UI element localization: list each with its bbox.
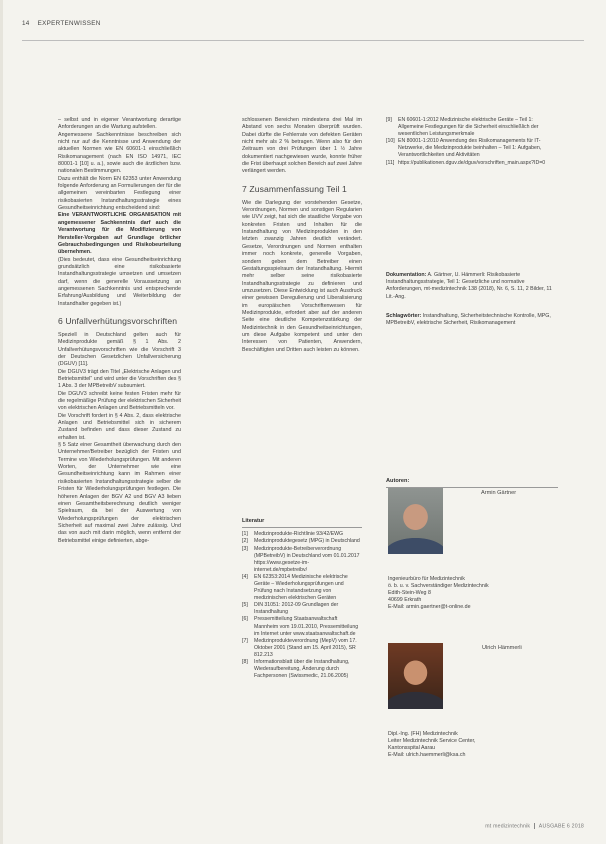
paragraph: Dazu enthält die Norm EN 62353 unter Anwendung folgende Anforderung an Formulierungen der für die allgemeinen vereinbarten Festlegung einer risikobasierten Instandhaltungsstrategie eines Gesundheitseinrichtung entscheidend sind: bbox=[58, 175, 181, 212]
column-1 bbox=[58, 117, 181, 545]
author-name: Armin Gärtner bbox=[481, 490, 517, 496]
reference-item bbox=[242, 602, 362, 616]
references-block bbox=[242, 518, 362, 680]
header-rule bbox=[22, 40, 584, 41]
reference-item bbox=[242, 638, 362, 659]
reference-number: [2] bbox=[242, 538, 248, 545]
page-header bbox=[22, 20, 584, 32]
page-number: 14 bbox=[22, 20, 30, 27]
reference-text: EN 80001-1:2010 Anwendung des Risikomanagements für IT-Netzwerke, die Medizinprodukte beinhalten – Teil 1: Aufgaben, Verantwortlichkeiten und Aktivitäten bbox=[398, 138, 542, 159]
keywords-text: Instandhaltung, Sicherheitstechnische Kontrolle, MPG, MPBetreibV, elektrische Sicherheit, Risikomanagement bbox=[386, 313, 551, 327]
reference-number: [1] bbox=[242, 531, 248, 538]
reference-text: Medizinprodukte-Betreiberverordnung (MPBetreibV) in Deutschland vom 01.01.2017 https://www.gesetze-im-internet.de/mpbetreibv/ bbox=[254, 545, 360, 573]
reference-number: [7] bbox=[242, 637, 248, 644]
reference-number: [9] bbox=[386, 117, 392, 123]
reference-item bbox=[386, 160, 558, 167]
paragraph: Wie die Darlegung der vorstehenden Gesetze, Verordnungen, Normen und sonstigen Regularien wie UVV zeigt, hat sich die staatliche Vorgabe von konkreten Fristen und Inhalten für die Instandhaltung von Medizinprodukten in den letzten zwanzig Jahren deutlich verändert. Gesetze, Verordnungen und Normen enthalten immer noch konkrete, generelle Vorgaben, sondern geben dem Betreiber einen Gestaltungsspielraum der Instandhaltung. Hiermit mehr selber seine risikobasierte Instandhaltungsstrategie zu definieren und umzusetzen. Diese Entwicklung ist auch Ausdruck einer gewissen Deregulierung und Liberalisierung im europäischen Vorschriftenwesen für Medizinprodukte, erfordert aber auf der anderen Seite eine deutliche Kompetenzstärkung der Medizintechnik in den Gesundheitseinrichtungen, um diese Aufgabe kompetent und unter den Interessen von Patienten, Anwendern, Beschäftigten und Dritten auch leisten zu können. bbox=[242, 199, 362, 353]
keywords-label: Schlagwörter: bbox=[386, 313, 422, 319]
emphasis-paragraph: Eine VERANTWORTLICHE ORGANISATION mit angemessener Sachkenntnis darf auch die Verantwortung für die Modifizierung von Hersteller-Vorgaben auf Grundlage örtlicher Gebrauchsbedingungen und Risikobeurteilung übernehmen. bbox=[58, 212, 181, 256]
reference-item bbox=[242, 574, 362, 602]
reference-item bbox=[242, 616, 362, 637]
references-heading: Literatur bbox=[242, 518, 265, 524]
reference-item bbox=[242, 546, 362, 574]
column-2 bbox=[242, 117, 362, 354]
section-heading-7: 7 Zusammenfassung Teil 1 bbox=[242, 183, 347, 194]
documentation-box bbox=[386, 272, 558, 301]
author-name: Ulrich Hämmerli bbox=[482, 645, 522, 651]
paragraph: schlossenen Bereichen mindestens drei Mal im Abstand von sechs Monaten überprüft wurden. Dabei dürfte die Fehlerrate von defekten Geräten nicht mehr als 2 % betragen. Wenn also für den Zeitraum von drei Prüfungen über 1 ½ Jahre dokumentiert nachgewiesen wurde, konnte früher die Frist überhaupt solchen Bereich auf zwei Jahre verlängert werden. bbox=[242, 117, 363, 175]
author-info-gaertner bbox=[388, 576, 560, 611]
info-line: E-Mail: ulrich.haemmerli@ksa.ch bbox=[388, 752, 466, 759]
reference-text: Pressemitteilung Staatsanwaltschaft Mannheim vom 19.01.2010, Pressemitteilung im Internet unter www.staatsanwaltschaft.de bbox=[254, 616, 359, 637]
reference-list-continued bbox=[386, 117, 558, 167]
page-edge bbox=[0, 0, 3, 844]
reference-text: Medizinproduktegesetz (MPG) in Deutschland bbox=[254, 538, 360, 545]
info-line: Kantonsspital Aarau bbox=[388, 745, 436, 752]
documentation-label: Dokumentation: bbox=[386, 272, 427, 278]
reference-text: EN 60601-1:2012 Medizinische elektrische Geräte – Teil 1: Allgemeine Festlegungen für die Sicherheit einschließlich der wesentlichen Leistungsmerkmale bbox=[398, 117, 539, 138]
paragraph: – selbst und in eigener Verantwortung derartige Anforderungen an die Wartung aufstellen. bbox=[58, 117, 181, 131]
reference-number: [10] bbox=[386, 138, 395, 145]
reference-text: Informationsblatt über die Instandhaltung, Wiederaufbereitung, Änderung durch Fachpersonen (Swissmedic, 21.06.2005) bbox=[254, 659, 350, 680]
reference-text: Medizinprodukte-Richtlinie 93/42/EWG bbox=[254, 531, 344, 538]
paragraph: Angemessene Sachkenntnisse beschreiben sich nicht nur auf die Kenntnisse und Anwendung der aktuellen Normen wie EN 60601-1 einschließlich Risikomanagement (nach EN ISO 14971, IEC 80001-1 [10] u. a.), sowie auch die ärztlichen bzw. nationalen Bestimmungen. bbox=[58, 131, 181, 175]
reference-text: https://publikationen.dguv.de/dguv/vorschriften_main.aspx?ID=0 bbox=[398, 159, 546, 166]
issue-label: AUSGABE 6 2018 bbox=[538, 823, 584, 830]
reference-number: [3] bbox=[242, 545, 248, 552]
keywords-box bbox=[386, 313, 558, 327]
info-line: Dipl.-Ing. (FH) Medizintechnik bbox=[388, 731, 458, 737]
reference-item bbox=[242, 531, 362, 538]
authors-heading: Autoren: bbox=[386, 478, 410, 484]
reference-item bbox=[242, 538, 362, 545]
paragraph: Speziell in Deutschland gelten auch für Medizinprodukte gemäß § 1 Abs. 2 Unfallverhütungsvorschriften wie die Vorschrift 3 der Deutschen Gesetzlichen Unfallversicherung (DGUV) [11]. bbox=[58, 331, 181, 368]
reference-item bbox=[386, 117, 558, 138]
info-line: E-Mail: armin.gaertner@t-online.de bbox=[388, 604, 471, 611]
reference-text: DIN 31051: 2012-09 Grundlagen der Instandhaltung bbox=[254, 602, 339, 616]
reference-number: [6] bbox=[242, 616, 248, 623]
journal-name: mt medizintechnik bbox=[485, 823, 531, 830]
reference-text: Medizinprodukteverordnung (MepV) vom 17. Oktober 2001 (Stand am 15. April 2015), SR 812.213 bbox=[254, 637, 357, 658]
reference-number: [4] bbox=[242, 573, 248, 580]
reference-text: EN 62353:2014 Medizinische elektrische Geräte – Wiederholungsprüfungen und Prüfung nach Instandsetzung von medizinischen elektrischen Geräten bbox=[254, 573, 348, 602]
section-title: EXPERTENWISSEN bbox=[37, 20, 101, 27]
info-line: ö. b. u. v. Sachverständiger Medizintechnik bbox=[388, 583, 489, 590]
paragraph: Die DGUV3 trägt den Titel „Elektrische Anlagen und Betriebsmittel“ und wird unter die Vorschriften des § 1 Abs. 3 der MPBetreibV subsumiert. bbox=[58, 368, 181, 390]
paragraph: § 5 Satz einer Gesamtheit überwachung durch den Unternehmer/Betreiber bezüglich der Fristen und Termine von Wiederholungsprüfungen. Mit anderen Worten, der Unternehmer wie eine Gesundheitseinrichtung kann im Rahmen einer risikobasierten Instandhaltungsstrategie selber die Fristen für Wiederholungsprüfungen festlegen. Die höheren Anlagen der BGV A2 und BGV A3 lieben einen Gesamtheitsberechnung deutlich weniger Spielraum, da bei der Auswertung von Wiederholungsprüfungen der elektrischen Sicherheit auf maximal zwei Jahre zulässig. Und das von auch mit darin möglich, wenn entfernt der Betriebsmittel einige definierten, abge- bbox=[58, 442, 181, 544]
references-rule bbox=[242, 527, 362, 528]
reference-number: [5] bbox=[242, 602, 248, 609]
reference-item bbox=[242, 659, 362, 680]
reference-list bbox=[242, 531, 362, 680]
reference-item bbox=[386, 138, 558, 159]
author-photo-gaertner bbox=[388, 488, 443, 554]
paragraph: Die Vorschrift fordert in § 4 Abs. 2, dass elektrische Anlagen und Betriebsmittel sich in sicherem Zustand befinden und dass dieser Zustand zu erhalten ist. bbox=[58, 412, 181, 441]
section-heading-6: 6 Unfallverhütungsvorschriften bbox=[58, 315, 178, 326]
info-line: Ingenieurbüro für Medizintechnik bbox=[388, 576, 465, 582]
reference-number: [11] bbox=[386, 159, 395, 166]
footer-divider bbox=[534, 823, 535, 829]
author-photo-haemmerli bbox=[388, 643, 443, 709]
documentation-text: A. Gärtner, U. Hämmerli: Risikobasierte Instandhaltungsstrategie, Teil 1: Gesetzliche und normative Anforderungen, mt-medizintechnik 138 (2018), Nr. 6, S. 11, 2 Bilder, 11 Lit.-Ang. bbox=[386, 272, 552, 300]
info-line: 40699 Erkrath bbox=[388, 597, 422, 604]
author-info-haemmerli bbox=[388, 731, 560, 759]
paragraph: Die DGUV3 schreibt keine festen Fristen mehr für die regelmäßige Prüfung der elektrischen Sicherheit von elektrischen Anlagen und Betriebsmitteln vor. bbox=[58, 390, 181, 412]
page-footer bbox=[485, 823, 584, 829]
reference-number: [8] bbox=[242, 659, 248, 666]
column-3 bbox=[386, 117, 558, 167]
info-line: Edith-Stein-Weg 8 bbox=[388, 590, 431, 597]
paragraph: (Dies bedeutet, dass eine Gesundheitseinrichtung grundsätzlich eine risikobasierte Instandhaltungsstrategie umsetzen und umsetzen darf, wenn die generelle Voraussetzung an angemessenen Sachkenntnis und entsprechende Erfahrung/Ausbildung und Weiterbildung der Instandhalter gegeben ist.) bbox=[58, 256, 181, 307]
info-line: Leiter Medizintechnik Service Center, bbox=[388, 738, 476, 745]
